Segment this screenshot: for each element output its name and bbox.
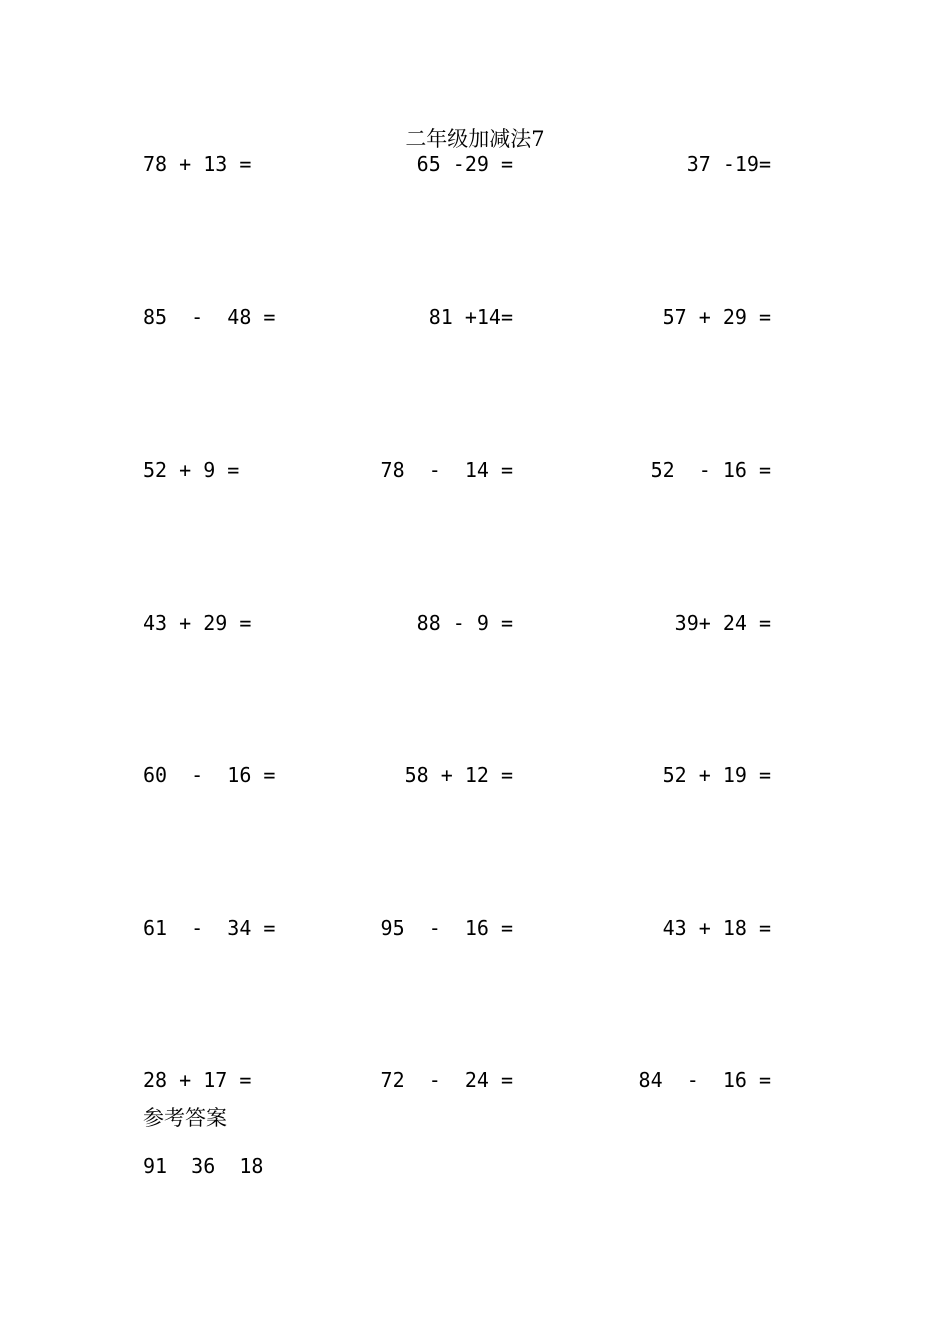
answers-line: 91 36 18 [143,1154,264,1178]
problem-r3-c2: 78 - 14 = [380,458,513,482]
problem-r5-c2: 58 + 12 = [404,763,513,787]
problem-r7-c3: 84 - 16 = [638,1068,771,1092]
problem-r1-c3: 37 -19= [686,152,771,176]
problem-r7-c2: 72 - 24 = [380,1068,513,1092]
problem-r1-c2: 65 -29 = [416,152,513,176]
problem-r2-c1: 85 - 48 = [143,305,276,329]
problem-r4-c2: 88 - 9 = [416,611,513,635]
problem-r5-c1: 60 - 16 = [143,763,276,787]
problem-r6-c2: 95 - 16 = [380,916,513,940]
problem-r4-c3: 39+ 24 = [674,611,771,635]
answers-heading: 参考答案 [143,1106,227,1130]
page-title: 二年级加减法7 [405,127,545,151]
problem-r4-c1: 43 + 29 = [143,611,252,635]
problem-r5-c3: 52 + 19 = [662,763,771,787]
problem-r3-c3: 52 - 16 = [650,458,771,482]
problem-r1-c1: 78 + 13 = [143,152,252,176]
problem-r2-c3: 57 + 29 = [662,305,771,329]
problem-r2-c2: 81 +14= [428,305,513,329]
problem-r3-c1: 52 + 9 = [143,458,240,482]
problem-r7-c1: 28 + 17 = [143,1068,252,1092]
problem-r6-c1: 61 - 34 = [143,916,276,940]
problem-r6-c3: 43 + 18 = [662,916,771,940]
